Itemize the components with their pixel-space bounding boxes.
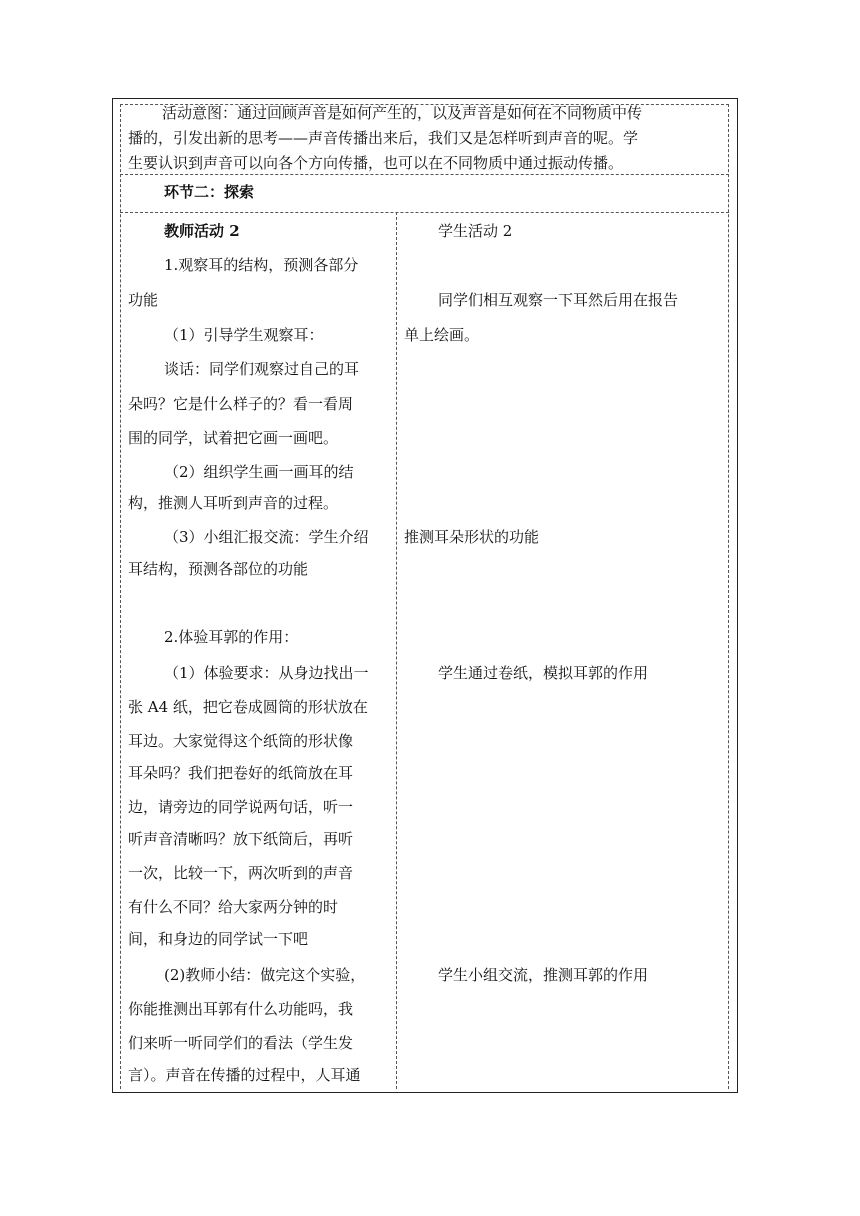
- column-divider: [396, 212, 397, 1089]
- teacher-line: 功能: [128, 291, 159, 309]
- student-heading: 学生活动 2: [438, 222, 513, 240]
- teacher-line: 围的同学，试着把它画一画吧。: [128, 429, 339, 447]
- teacher-line: 谈话：同学们观察过自己的耳: [164, 360, 360, 378]
- teacher-line: （1）体验要求：从身边找出一: [164, 664, 369, 682]
- student-discuss: 学生小组交流，推测耳郭的作用: [438, 966, 649, 984]
- teacher-line: （2）组织学生画一画耳的结: [164, 463, 354, 481]
- teacher-line: 耳朵吗？我们把卷好的纸筒放在耳: [128, 764, 354, 782]
- student-predict: 推测耳朵形状的功能: [404, 528, 540, 546]
- row-divider-section: [120, 212, 729, 213]
- intent-line: 播的，引发出新的思考——声音传播出来后，我们又是怎样听到声音的呢。学: [128, 129, 639, 147]
- teacher-line: (2)教师小结：做完这个实验，: [164, 966, 366, 984]
- teacher-line: 们来听一听同学们的看法（学生发: [128, 1034, 354, 1052]
- intent-line: 活动意图：通过回顾声音是如何产生的，以及声音是如何在不同物质中传: [162, 104, 643, 122]
- teacher-line: 言）。声音在传播的过程中，人耳通: [128, 1066, 361, 1084]
- teacher-line: （3）小组汇报交流：学生介绍: [164, 528, 369, 546]
- student-simulate: 学生通过卷纸，模拟耳郭的作用: [438, 664, 649, 682]
- teacher-line: 张 A4 纸，把它卷成圆筒的形状放在: [128, 698, 368, 716]
- activity-intent: [128, 96, 728, 180]
- teacher-line: （1）引导学生观察耳：: [164, 326, 324, 344]
- teacher-line: 耳边。大家觉得这个纸筒的形状像: [128, 732, 354, 750]
- teacher-line: 一次，比较一下，两次听到的声音: [128, 864, 354, 882]
- teacher-line: 有什么不同？给大家两分钟的时: [128, 898, 339, 916]
- student-observe-line: 同学们相互观察一下耳然后用在报告: [438, 291, 679, 309]
- teacher-line: 朵吗？它是什么样子的？看一看周: [128, 395, 354, 413]
- teacher-line: 间，和身边的同学试一下吧: [128, 930, 309, 948]
- teacher-heading: 教师活动 2: [164, 222, 240, 240]
- teacher-line: 2.体验耳郭的作用：: [164, 628, 299, 646]
- teacher-line: 构，推测人耳听到声音的过程。: [128, 494, 339, 512]
- teacher-line: 你能推测出耳郭有什么功能吗，我: [128, 1000, 354, 1018]
- student-observe-line: 单上绘画。: [404, 326, 480, 344]
- teacher-line: 耳结构，预测各部位的功能: [128, 560, 309, 578]
- section-title: 环节二：探索: [164, 183, 255, 201]
- teacher-line: 1.观察耳的结构，预测各部分: [164, 256, 359, 274]
- teacher-line: 听声音清晰吗？放下纸筒后，再听: [128, 830, 354, 848]
- teacher-line: 边，请旁边的同学说两句话，听一: [128, 798, 354, 816]
- intent-line: 生要认识到声音可以向各个方向传播，也可以在不同物质中通过振动传播。: [128, 154, 624, 172]
